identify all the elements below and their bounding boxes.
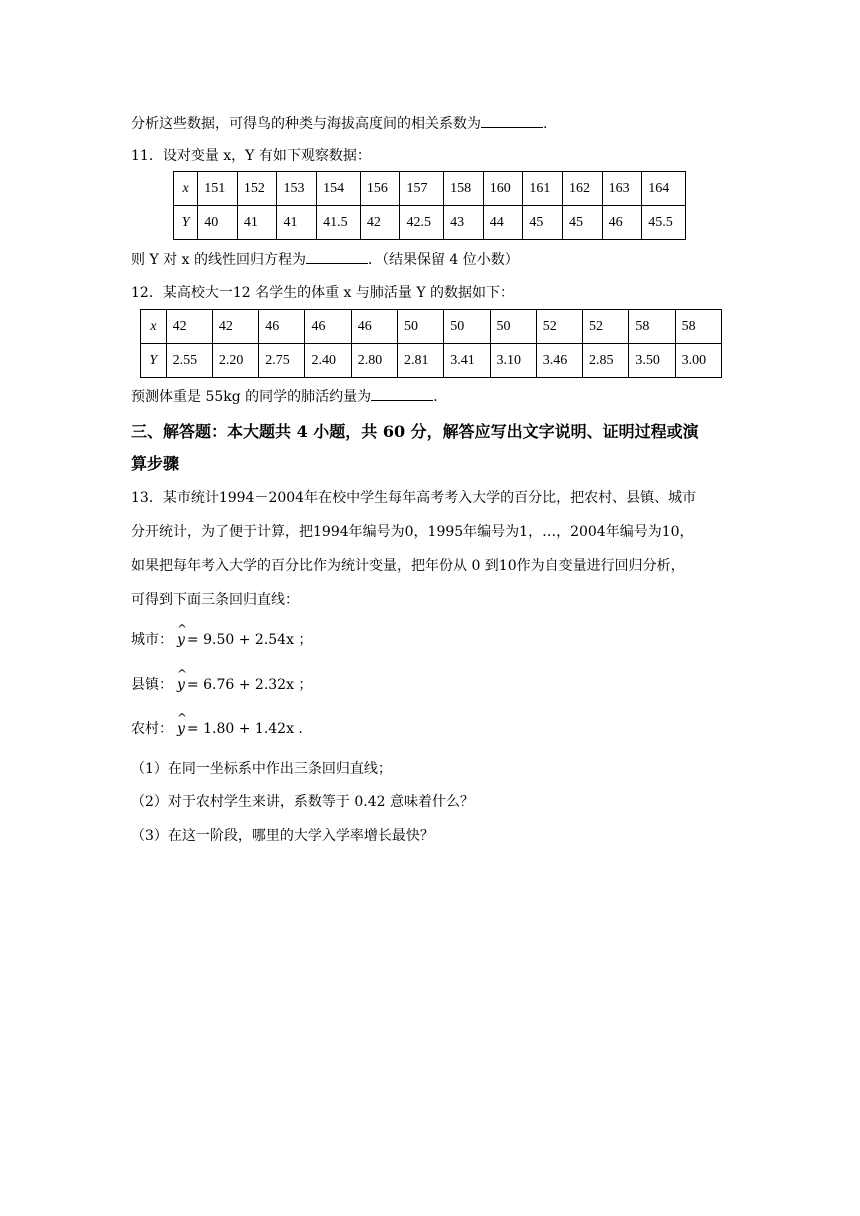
y-hat-symbol: ^ y [177,717,185,741]
table-cell: 45.5 [642,206,686,240]
section-heading-line-1: 三、解答题：本大题共 4 小题，共 60 分，解答应写出文字说明、证明过程或演 [131,422,699,441]
table-cell: 2.55 [166,344,212,378]
q13-text-line-1: 13．某市统计1994－2004年在校中学生每年高考考入大学的百分比，把农村、县镇、城市 [131,490,697,506]
table-cell: 158 [444,172,484,206]
table-cell: 46 [351,310,397,344]
q13-text-line-2: 分开统计，为了便于计算，把1994年编号为0，1995年编号为1，…，2004年编号为10， [131,524,694,540]
table-cell: 154 [317,172,361,206]
table-cell: 41 [277,206,317,240]
table-cell: 160 [483,172,523,206]
q10-answer-blank [481,113,543,128]
hat-accent-icon: ^ [177,667,188,681]
row-header-y: Y [141,344,167,378]
q12-answer-blank [371,386,433,401]
hat-accent-icon: ^ [177,622,188,636]
table-cell: 44 [483,206,523,240]
q13-subquestion-2: （2）对于农村学生来讲，系数等于 0.42 意味着什么？ [131,794,474,810]
equation-county [131,667,313,697]
table-cell: 2.80 [351,344,397,378]
table-cell: 2.81 [397,344,443,378]
table-cell: 2.75 [259,344,305,378]
table-cell: 3.00 [675,344,721,378]
equation-label: 县镇： [131,677,173,693]
table-cell: 41.5 [317,206,361,240]
table-cell: 152 [237,172,277,206]
row-header-y: Y [174,206,198,240]
table-cell: 153 [277,172,317,206]
table-cell: 2.85 [583,344,629,378]
q12-period: . [433,389,438,405]
equation-label: 城市： [131,632,173,648]
table-row-y [174,206,686,240]
q13-subquestion-3: （3）在这一阶段，哪里的大学入学率增长最快？ [131,828,434,844]
table-cell: 46 [602,206,642,240]
table-cell: 156 [360,172,400,206]
q10-conclusion-line [131,113,547,134]
table-cell: 46 [305,310,351,344]
q13-text-line-4: 可得到下面三条回归直线： [131,592,299,608]
q10-period: . [543,116,548,132]
table-cell: 40 [198,206,238,240]
table-cell: 45 [523,206,563,240]
hat-accent-icon: ^ [177,711,188,725]
table-cell: 162 [563,172,603,206]
table-cell: 50 [397,310,443,344]
q11-stem: 11．设对变量 x，Y 有如下观察数据： [131,148,371,164]
table-row-x [174,172,686,206]
table-cell: 157 [400,172,444,206]
y-hat-symbol: ^ y [177,628,185,652]
table-cell: 2.40 [305,344,351,378]
table-cell: 52 [583,310,629,344]
equation-rhs: = 6.76 + 2.32x ； [186,677,313,693]
q11-answer-blank [306,249,368,264]
table-cell: 58 [629,310,675,344]
q10-conclusion-text: 分析这些数据，可得鸟的种类与海拔高度间的相关系数为 [131,116,481,132]
equation-rhs: = 1.80 + 1.42x . [186,721,303,737]
q11-answer-line [131,249,519,270]
table-cell: 42 [166,310,212,344]
table-cell: 163 [602,172,642,206]
q12-data-table [140,309,722,378]
table-cell: 50 [490,310,536,344]
table-cell: 164 [642,172,686,206]
q11-data-table [173,171,686,240]
table-cell: 52 [536,310,582,344]
table-cell: 41 [237,206,277,240]
y-hat-symbol: ^ y [177,673,185,697]
table-cell: 45 [563,206,603,240]
q11-answer-prefix: 则 Y 对 x 的线性回归方程为 [131,252,306,268]
table-cell: 2.20 [212,344,258,378]
table-row-x [141,310,722,344]
q11-answer-suffix: ．（结果保留 4 位小数） [367,252,519,268]
table-cell: 50 [444,310,490,344]
table-cell: 42 [212,310,258,344]
q12-stem: 12．某高校大一12 名学生的体重 x 与肺活量 Y 的数据如下： [131,285,515,301]
q12-answer-line [131,386,438,407]
table-row-y [141,344,722,378]
q13-subquestion-1: （1）在同一坐标系中作出三条回归直线； [131,761,392,777]
row-header-x: x [174,172,198,206]
table-cell: 3.10 [490,344,536,378]
equation-rural [131,711,303,741]
equation-city [131,622,313,652]
row-header-x: x [141,310,167,344]
table-cell: 161 [523,172,563,206]
table-cell: 43 [444,206,484,240]
table-cell: 46 [259,310,305,344]
q13-text-line-3: 如果把每年考入大学的百分比作为统计变量，把年份从 0 到10作为自变量进行回归分析， [131,558,685,574]
equation-label: 农村： [131,721,173,737]
q12-answer-prefix: 预测体重是 55kg 的同学的肺活约量为 [131,389,372,405]
table-cell: 42 [360,206,400,240]
table-cell: 151 [198,172,238,206]
table-cell: 58 [675,310,721,344]
table-cell: 3.46 [536,344,582,378]
table-cell: 42.5 [400,206,444,240]
section-heading-line-2: 算步骤 [131,454,180,473]
equation-rhs: = 9.50 + 2.54x ； [186,632,313,648]
table-cell: 3.50 [629,344,675,378]
table-cell: 3.41 [444,344,490,378]
